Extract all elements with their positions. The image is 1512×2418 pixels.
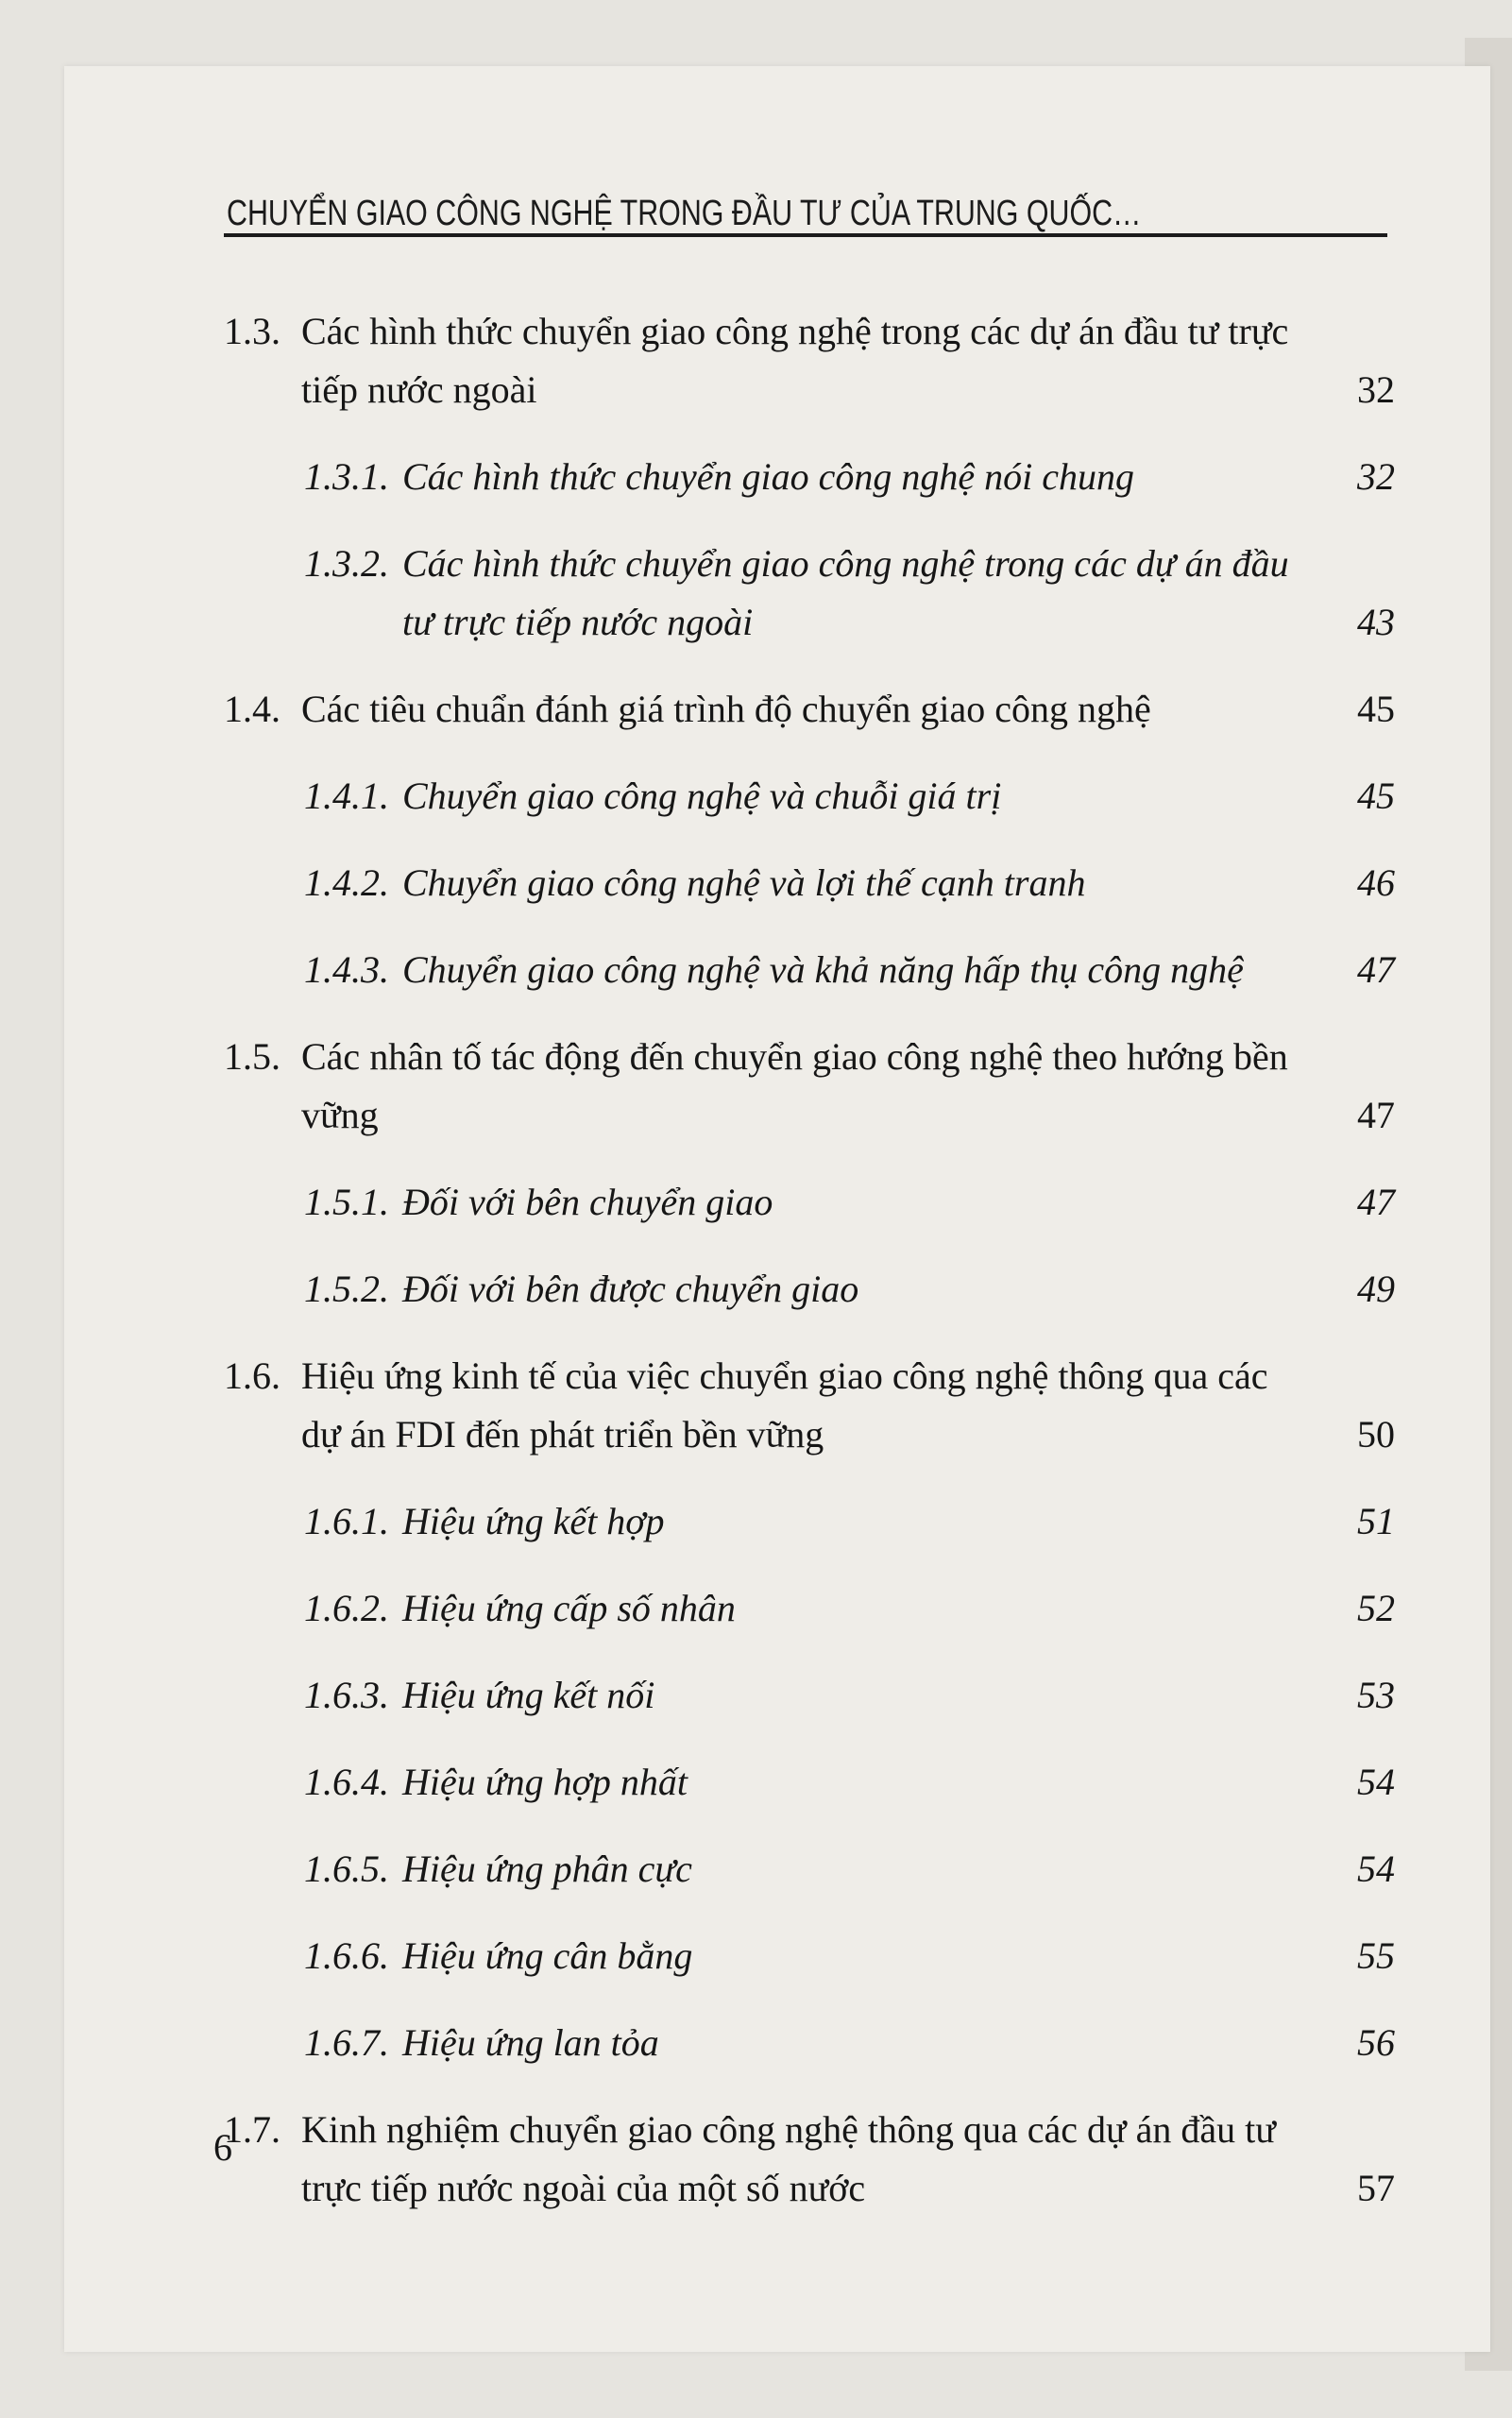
toc-entry-1-6-5 <box>224 1840 1395 1899</box>
toc-entry-title: Các hình thức chuyển giao công nghệ nói chung <box>402 455 1134 498</box>
toc-entry-title: Các nhân tố tác động đến chuyển giao công nghệ theo hướng bền vững <box>301 1035 1288 1136</box>
toc-entry-title: Các hình thức chuyển giao công nghệ trong các dự án đầu tư trực tiếp nước ngoài <box>301 310 1289 411</box>
toc-entry-number: 1.6.7. <box>304 2021 389 2064</box>
toc-entry-page: 47 <box>1357 1181 1395 1223</box>
toc-entry-title: Chuyển giao công nghệ và chuỗi giá trị <box>402 775 1002 817</box>
toc-entry-number: 1.3. <box>224 310 280 352</box>
toc-entry-title: Hiệu ứng kết hợp <box>402 1500 665 1542</box>
toc-entry-page: 51 <box>1357 1500 1395 1542</box>
toc-entry-1-6 <box>224 1347 1395 1464</box>
toc-entry-number: 1.3.2. <box>304 542 389 585</box>
toc-entry-title: Đối với bên chuyển giao <box>402 1181 773 1223</box>
toc-entry-number: 1.6.1. <box>304 1500 389 1542</box>
toc-entry-page: 53 <box>1357 1674 1395 1716</box>
toc-entry-title: Đối với bên được chuyển giao <box>402 1268 859 1310</box>
toc-entry-1-5-2 <box>224 1260 1395 1319</box>
toc-entry-number: 1.5.2. <box>304 1268 389 1310</box>
toc-entry-title: Các hình thức chuyển giao công nghệ trong các dự án đầu tư trực tiếp nước ngoài <box>402 542 1289 643</box>
toc-entry-page: 52 <box>1357 1587 1395 1629</box>
toc-entry-1-4-3 <box>224 941 1395 999</box>
toc-entry-1-6-1 <box>224 1492 1395 1551</box>
toc-entry-title: Hiệu ứng kinh tế của việc chuyển giao công nghệ thông qua các dự án FDI đến phát triển bền vững <box>301 1354 1268 1456</box>
toc-entry-page: 47 <box>1357 1094 1395 1136</box>
toc-entry-number: 1.7. <box>224 2108 280 2151</box>
toc-entry-number: 1.4.3. <box>304 948 389 991</box>
toc-entry-1-3-1 <box>224 448 1395 506</box>
running-head: CHUYỂN GIAO CÔNG NGHỆ TRONG ĐẦU TƯ CỦA TRUNG QUỐC… <box>227 194 1142 233</box>
toc-entry-title: Các tiêu chuẩn đánh giá trình độ chuyển giao công nghệ <box>301 688 1151 730</box>
toc-entry-1-6-6 <box>224 1927 1395 1985</box>
toc-entry-1-5 <box>224 1028 1395 1145</box>
toc-entry-number: 1.6.2. <box>304 1587 389 1629</box>
toc-entry-title: Kinh nghiệm chuyển giao công nghệ thông qua các dự án đầu tư trực tiếp nước ngoài của một số nước <box>301 2108 1276 2209</box>
toc-entry-page: 54 <box>1357 1848 1395 1890</box>
toc-entry-1-6-7 <box>224 2014 1395 2072</box>
toc-entry-1-5-1 <box>224 1173 1395 1232</box>
toc-entry-title: Chuyển giao công nghệ và khả năng hấp thụ công nghệ <box>402 948 1244 991</box>
toc-entry-1-4-1 <box>224 767 1395 826</box>
toc-entry-1-4 <box>224 680 1395 739</box>
toc-entry-page: 32 <box>1357 455 1395 498</box>
toc-entry-page: 32 <box>1357 368 1395 411</box>
table-of-contents <box>224 302 1395 2246</box>
toc-entry-number: 1.3.1. <box>304 455 389 498</box>
toc-entry-number: 1.5. <box>224 1035 280 1078</box>
toc-entry-title: Hiệu ứng kết nối <box>402 1674 655 1716</box>
toc-entry-title: Hiệu ứng lan tỏa <box>402 2021 659 2064</box>
toc-entry-title: Hiệu ứng phân cực <box>402 1848 692 1890</box>
toc-entry-page: 57 <box>1357 2167 1395 2209</box>
toc-entry-number: 1.4.2. <box>304 861 389 904</box>
toc-entry-page: 55 <box>1357 1934 1395 1977</box>
toc-entry-page: 54 <box>1357 1761 1395 1803</box>
toc-entry-page: 45 <box>1357 775 1395 817</box>
toc-entry-page: 46 <box>1357 861 1395 904</box>
toc-entry-page: 45 <box>1357 688 1395 730</box>
toc-entry-number: 1.6.6. <box>304 1934 389 1977</box>
header-rule <box>224 233 1387 237</box>
toc-entry-1-7 <box>224 2101 1395 2218</box>
toc-entry-number: 1.6.4. <box>304 1761 389 1803</box>
toc-entry-number: 1.6.3. <box>304 1674 389 1716</box>
toc-entry-page: 56 <box>1357 2021 1395 2064</box>
toc-entry-1-3 <box>224 302 1395 419</box>
toc-entry-number: 1.6. <box>224 1354 280 1397</box>
toc-entry-1-6-3 <box>224 1666 1395 1725</box>
toc-entry-title: Hiệu ứng cân bằng <box>402 1934 693 1977</box>
toc-entry-1-6-4 <box>224 1753 1395 1812</box>
toc-entry-1-4-2 <box>224 854 1395 912</box>
toc-entry-page: 50 <box>1357 1413 1395 1456</box>
toc-entry-page: 47 <box>1357 948 1395 991</box>
toc-entry-title: Hiệu ứng hợp nhất <box>402 1761 688 1803</box>
toc-entry-number: 1.4. <box>224 688 280 730</box>
toc-entry-title: Chuyển giao công nghệ và lợi thế cạnh tranh <box>402 861 1086 904</box>
toc-entry-number: 1.4.1. <box>304 775 389 817</box>
page-number: 6 <box>213 2126 232 2169</box>
toc-entry-1-6-2 <box>224 1579 1395 1638</box>
toc-entry-page: 49 <box>1357 1268 1395 1310</box>
toc-entry-number: 1.6.5. <box>304 1848 389 1890</box>
toc-entry-1-3-2 <box>224 535 1395 652</box>
toc-entry-page: 43 <box>1357 601 1395 643</box>
toc-entry-number: 1.5.1. <box>304 1181 389 1223</box>
toc-entry-title: Hiệu ứng cấp số nhân <box>402 1587 736 1629</box>
